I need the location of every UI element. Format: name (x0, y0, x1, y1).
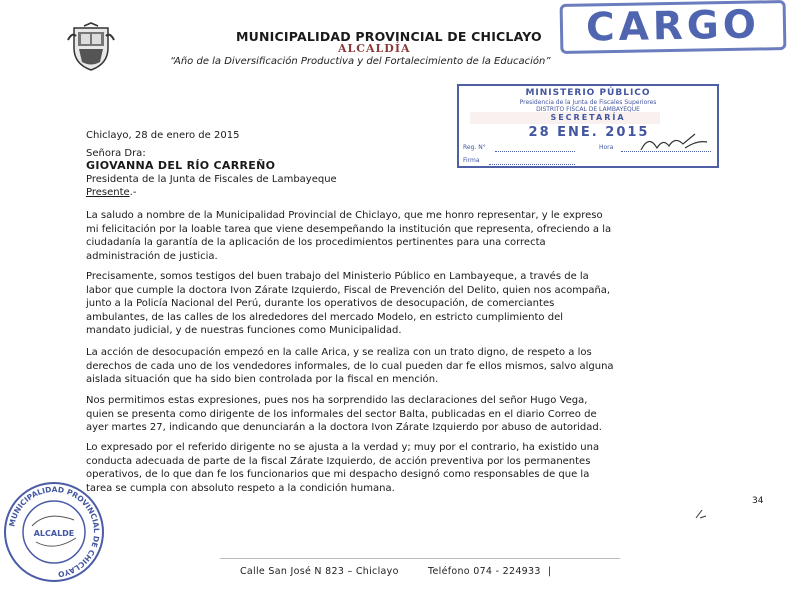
paragraph-3 (86, 346, 708, 387)
footer-divider (220, 558, 620, 559)
stamp-reg-line (495, 151, 575, 152)
paragraph-line: ciudadanía la garantía de la aplicación de los procedimientos pertinentes para una correcta (86, 237, 546, 249)
footer (240, 566, 556, 577)
municipal-round-seal-icon (2, 480, 106, 584)
paragraph-line: ayer martes 27, indicando que denunciarán a la doctora Ivon Zárate Izquierdo por abuso de autoridad. (86, 422, 602, 434)
recipient-name: GIOVANNA DEL RÍO CARREÑO (86, 159, 276, 172)
stamp-firma-line (489, 164, 575, 165)
stamp-title: MINISTERIO PÚBLICO (525, 88, 651, 98)
salutation: Señora Dra: (86, 148, 146, 159)
presente-line (86, 186, 136, 199)
paragraph-line: aislada situación que ha sido bien controlada por la fiscal en mención. (86, 374, 439, 386)
footer-phone: Teléfono 074 - 224933 (428, 566, 541, 577)
paragraph-line: mi felicitación por la loable tarea que viene desempeñando la institución que representa, ofreciendo a la (86, 223, 612, 235)
organization-title: MUNICIPALIDAD PROVINCIAL DE CHICLAYO (236, 29, 542, 44)
svg-text:ALCALDE: ALCALDE (33, 529, 75, 538)
paragraph-line: administración de justicia. (86, 250, 218, 262)
stamp-office: SECRETARÍA (550, 113, 626, 122)
paragraph-line: Lo expresado por el referido dirigente no se ajusta a la verdad y; muy por el contrario, ha existido una (86, 442, 600, 453)
page-number: 34 (752, 496, 764, 506)
letter-date: Chiclayo, 28 de enero de 2015 (86, 130, 240, 141)
svg-text:MUNICIPALIDAD PROVINCIAL DE CH: MUNICIPALIDAD PROVINCIAL DE CHICLAYO (7, 484, 102, 579)
department-title: ALCALDÍA (338, 42, 411, 55)
cargo-stamp: CARGO (560, 0, 787, 54)
paragraph-line: quien se presenta como dirigente de los informales del sector Balta, publicadas en el diario Correo de (86, 408, 597, 420)
paragraph-line: labor que cumple la doctora Ivon Zárate Izquierdo, Fiscal de Prevención del Delito, quien nos acompaña, (86, 284, 611, 296)
presente-suffix: .- (129, 187, 137, 198)
handwritten-mark-icon (694, 508, 708, 520)
paragraph-line: La saludo a nombre de la Municipalidad Provincial de Chiclayo, que me honro representar, y le expreso (86, 210, 603, 221)
stamp-reg-label: Reg. N° (463, 144, 486, 151)
stamp-district: DISTRITO FISCAL DE LAMBAYEQUE (536, 106, 640, 113)
paragraph-line: mandato judicial, y de nuestras funciones como Municipalidad. (86, 325, 402, 337)
recipient-title: Presidenta de la Junta de Fiscales de Lambayeque (86, 174, 337, 185)
paragraph-line: junto a la Policía Nacional del Perú, durante los operativos de desocupación, de comerciantes (86, 298, 555, 310)
paragraph-line: Nos permitimos estas expresiones, pues nos ha sorprendido las declaraciones del señor Hugo Vega, (86, 395, 588, 406)
stamp-hora-label: Hora (599, 144, 614, 151)
paragraph-line: ambulantes, de las calles de los alrededores del mercado Modelo, en estricto cumplimiento del (86, 311, 564, 323)
paragraph-line: tarea se cumpla con absoluto respeto a la condición humana. (86, 482, 395, 494)
paragraph-4 (86, 394, 708, 435)
stamp-firma-label: Firma (463, 157, 480, 164)
paragraph-line: conducta adecuada de parte de la fiscal Zárate Izquierdo, de acción preventiva por los permanentes (86, 455, 591, 467)
presente-word: Presente (86, 187, 130, 198)
paragraph-1 (86, 209, 708, 263)
paragraph-line: La acción de desocupación empezó en la calle Arica, y se realiza con un trato digno, de respeto a los (86, 347, 592, 358)
handwritten-initials-icon (635, 130, 715, 156)
paragraph-2 (86, 270, 708, 338)
stamp-date: 28 ENE. 2015 (528, 125, 650, 140)
year-motto: “Año de la Diversificación Productiva y del Fortalecimiento de la Educación” (170, 56, 551, 67)
footer-separator: | (548, 566, 552, 577)
paragraph-line: operativos, de lo que dan fe los funcionarios que mi despacho designó como responsables de que la (86, 469, 590, 481)
municipal-crest-icon (66, 22, 116, 72)
paragraph-line: Precisamente, somos testigos del buen trabajo del Ministerio Público en Lambayeque, a través de la (86, 271, 589, 282)
stamp-subtitle: Presidencia de la Junta de Fiscales Superiores (519, 99, 657, 106)
paragraph-5 (86, 441, 708, 495)
ministerio-publico-stamp (457, 84, 719, 168)
paragraph-line: derechos de cada uno de los vendedores informales, de lo cual pueden dar fe ellos mismos, salvo alguna (86, 360, 614, 372)
footer-address: Calle San José N 823 – Chiclayo (240, 566, 399, 577)
